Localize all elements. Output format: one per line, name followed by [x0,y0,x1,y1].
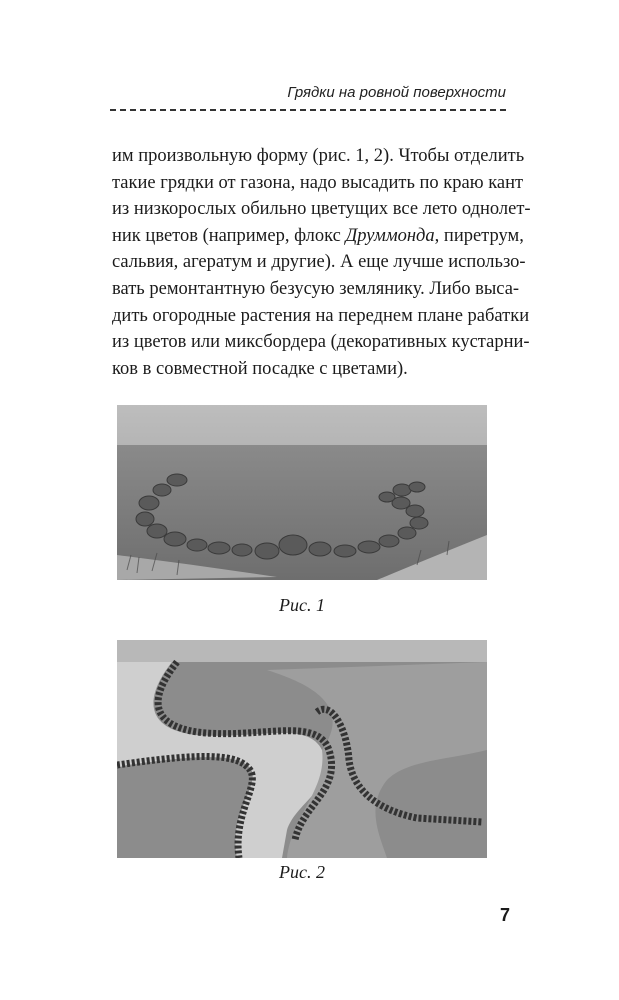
text-run: ник цветов (например, флокс [112,225,346,246]
page-number: 7 [499,905,510,925]
running-head: Грядки на ровной поверхности [287,84,506,101]
figure-2-caption: Рис. 2 [279,862,325,882]
figure-1-caption: Рис. 1 [279,595,325,615]
italic-term: Друммонда [345,225,435,246]
figure-1-illustration [117,405,487,580]
text-line [112,223,524,250]
header-dashed-rule [110,109,506,111]
text-run: , пиретрум, [434,225,524,246]
text-line: им произвольную форму (рис. 1, 2). Чтобы отделить [112,146,525,166]
figure-2-illustration [117,640,487,858]
text-line: из низкорослых обильно цветущих все лето однолет- [112,199,531,220]
body-paragraph [112,143,531,382]
text-line: дить огородные растения на переднем плане рабатки [112,305,530,326]
text-line: ков в совместной посадке с цветами). [112,358,408,379]
text-line: сальвия, агератум и другие). А еще лучше использо- [112,252,526,273]
text-line: вать ремонтантную безусую землянику. Либо выса- [112,278,520,299]
text-line: такие грядки от газона, надо высадить по краю кант [112,172,524,193]
text-line: из цветов или миксбордера (декоративных кустарни- [112,332,530,353]
